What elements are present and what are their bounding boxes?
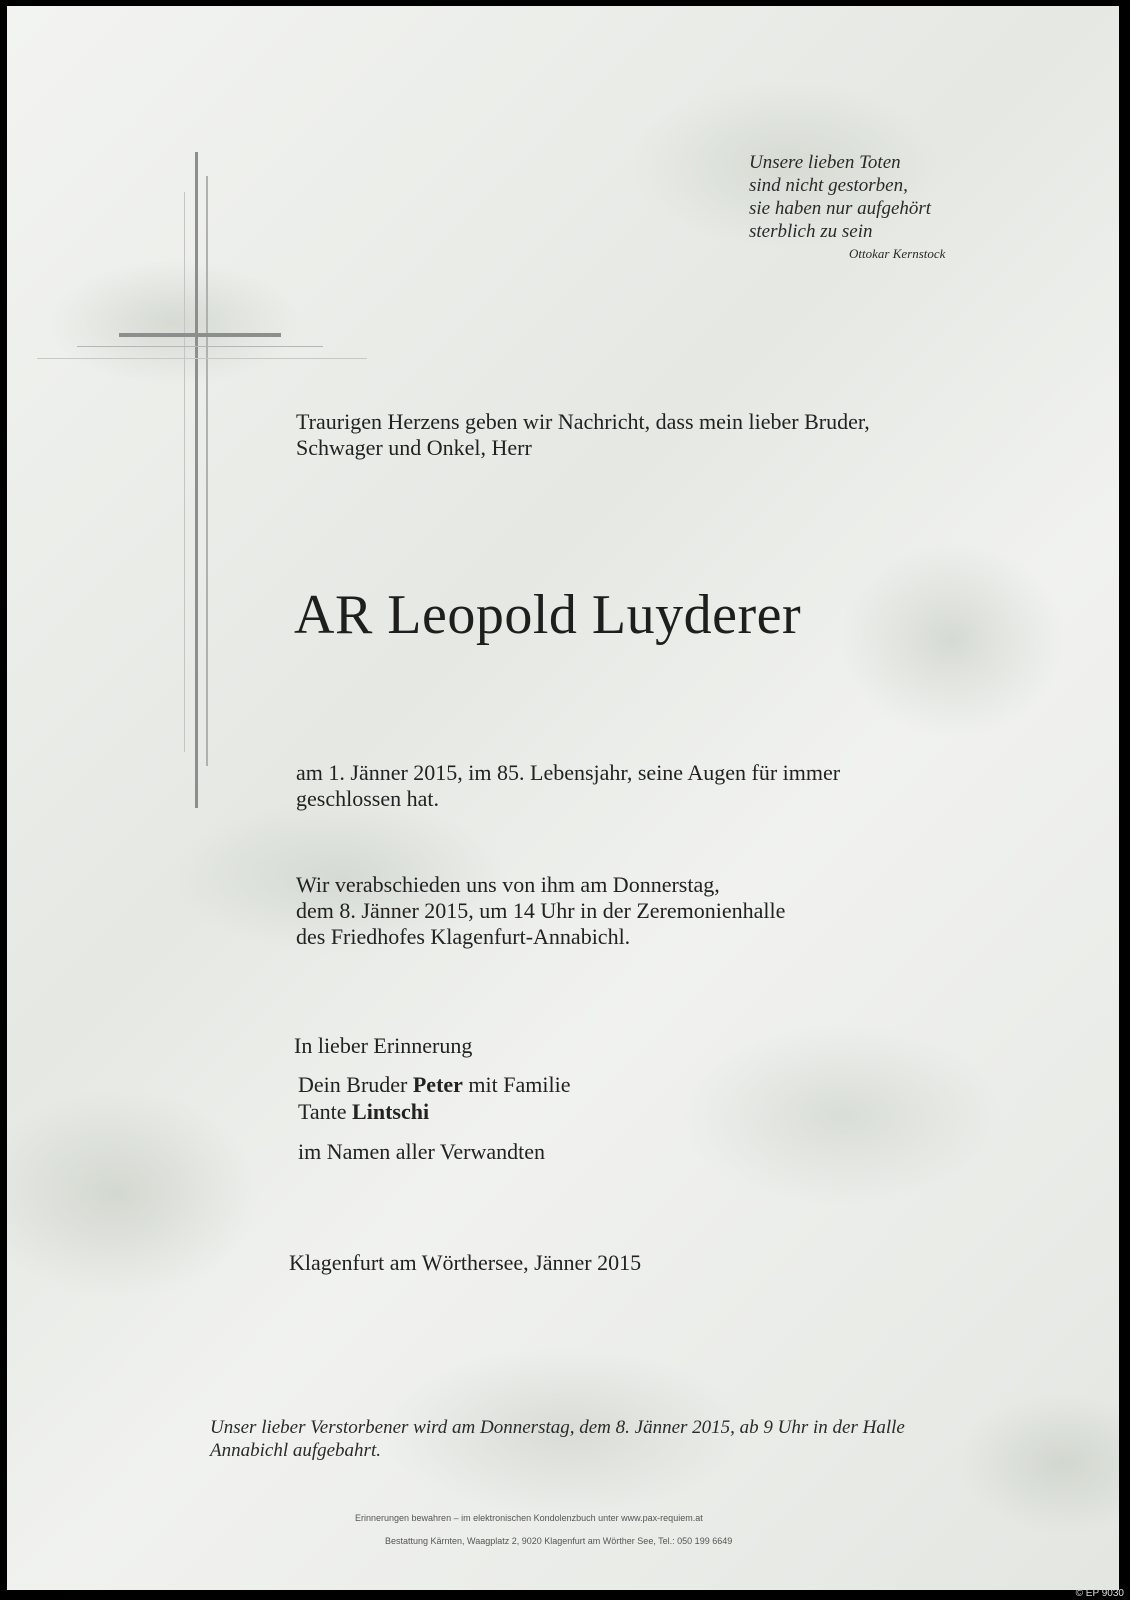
cross-horizontal-line xyxy=(77,346,323,347)
memorial-quote xyxy=(749,151,1009,243)
place-and-date: Klagenfurt am Wörthersee, Jänner 2015 xyxy=(289,1250,642,1275)
funeral-details xyxy=(296,872,996,950)
cross-vertical-bar xyxy=(195,152,198,808)
laying-out-notice xyxy=(210,1416,1010,1462)
announcement-intro xyxy=(296,409,996,461)
mourner-prefix: Dein Bruder xyxy=(298,1072,413,1097)
funeral-line: des Friedhofes Klagenfurt-Annabichl. xyxy=(296,924,631,949)
cross-horizontal-hairline xyxy=(37,358,367,359)
obituary-sheet xyxy=(7,6,1119,1590)
remembrance-heading: In lieber Erinnerung xyxy=(294,1033,473,1058)
intro-line: Traurigen Herzens geben wir Nachricht, dass mein lieber Bruder, xyxy=(296,409,870,434)
mourner-prefix: Tante xyxy=(298,1099,353,1124)
mourner-aunt xyxy=(298,1099,429,1125)
funeral-line: dem 8. Jänner 2015, um 14 Uhr in der Zeremonienhalle xyxy=(296,898,786,923)
quote-author: Ottokar Kernstock xyxy=(849,246,946,261)
cross-vertical-hairline xyxy=(184,192,185,752)
footer-condolence-book: Erinnerungen bewahren – im elektronischen Kondolenzbuch unter www.pax-requiem.at xyxy=(355,1513,703,1523)
mourner-name: Lintschi xyxy=(352,1099,430,1124)
mourner-brother xyxy=(298,1072,570,1098)
death-line: geschlossen hat. xyxy=(296,786,439,811)
mourner-suffix: mit Familie xyxy=(462,1072,571,1097)
quote-line: sterblich zu sein xyxy=(749,221,873,242)
quote-line: sie haben nur aufgehört xyxy=(749,198,932,219)
death-notice xyxy=(296,760,996,812)
template-code: © EP 9030 xyxy=(1075,1588,1124,1599)
footer-funeral-home: Bestattung Kärnten, Waagplatz 2, 9020 Klagenfurt am Wörther See, Tel.: 050 199 6649 xyxy=(385,1536,733,1546)
mourner-relatives: im Namen aller Verwandten xyxy=(298,1139,546,1164)
quote-line: sind nicht gestorben, xyxy=(749,175,908,196)
intro-line: Schwager und Onkel, Herr xyxy=(296,435,532,460)
funeral-line: Wir verabschieden uns von ihm am Donnerstag, xyxy=(296,872,720,897)
deceased-name: AR Leopold Luyderer xyxy=(294,584,802,646)
laying-out-line: Unser lieber Verstorbener wird am Donnerstag, dem 8. Jänner 2015, ab 9 Uhr in der Halle xyxy=(210,1417,905,1438)
mourner-name: Peter xyxy=(412,1072,463,1097)
cross-horizontal-bar xyxy=(119,333,281,337)
cross-vertical-line xyxy=(206,176,208,766)
death-line: am 1. Jänner 2015, im 85. Lebensjahr, seine Augen für immer xyxy=(296,760,841,785)
quote-line: Unsere lieben Toten xyxy=(749,152,901,173)
laying-out-line: Annabichl aufgebahrt. xyxy=(210,1440,381,1461)
